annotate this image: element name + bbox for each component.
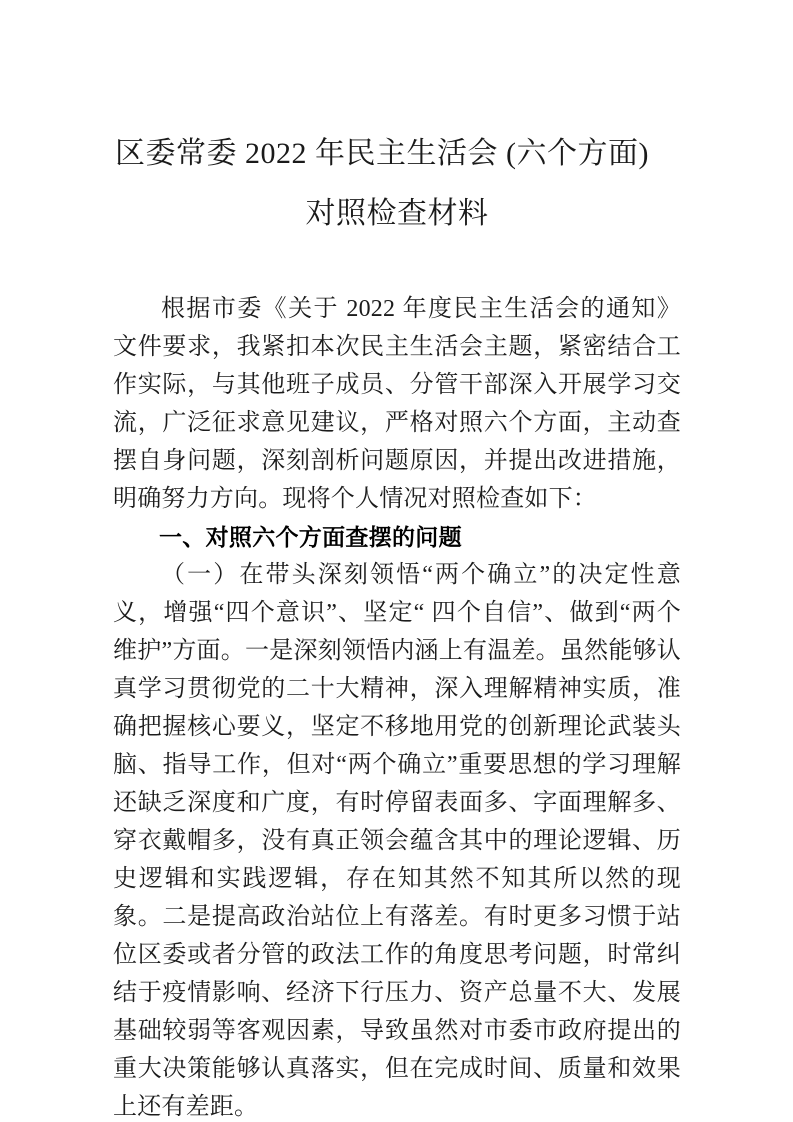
page-content [113,0,681,1122]
subsection-one-paragraph: （一）在带头深刻领悟“两个确立”的决定性意义，增强“四个意识”、坚定“ 四个自信”、做到“两个维护”方面。一是深刻领悟内涵上有温差。虽然能够认真学习贯彻党的二十大精神，深入理解精神实质，准确把握核心要义，坚定不移地用党的创新理论武装头脑、指导工作，但对“两个确立”重要思想的学习理解还缺乏深度和广度，有时停留表面多、字面理解多、穿衣戴帽多，没有真正领会蕴含其中的理论逻辑、历史逻辑和实践逻辑，存在知其然不知其所以然的现象。二是提高政治站位上有落差。有时更多习惯于站位区委或者分管的政法工作的角度思考问题，时常纠结于疫情影响、经济下行压力、资产总量不大、发展基础较弱等客观因素，导致虽然对市委市政府提出的重大决策能够认真落实，但在完成时间、质量和效果上还有差距。 [113,562,681,1120]
page-title-line-1: 区委常委 2022 年民主生活会 (六个方面) [115,137,649,170]
section-heading-one: 一、对照六个方面查摆的问题 [159,524,462,550]
document-body [113,290,681,1122]
page-title-line-2: 对照检查材料 [305,197,489,230]
page-title [113,0,681,244]
intro-paragraph: 根据市委《关于 2022 年度民主生活会的通知》文件要求，我紧扣本次民主生活会主题，紧密结合工作实际，与其他班子成员、分管干部深入开展学习交流，广泛征求意见建议，严格对照六个方面，主动查摆自身问题，深刻剖析问题原因，并提出改进措施，明确努力方向。现将个人情况对照检查如下： [113,296,681,512]
